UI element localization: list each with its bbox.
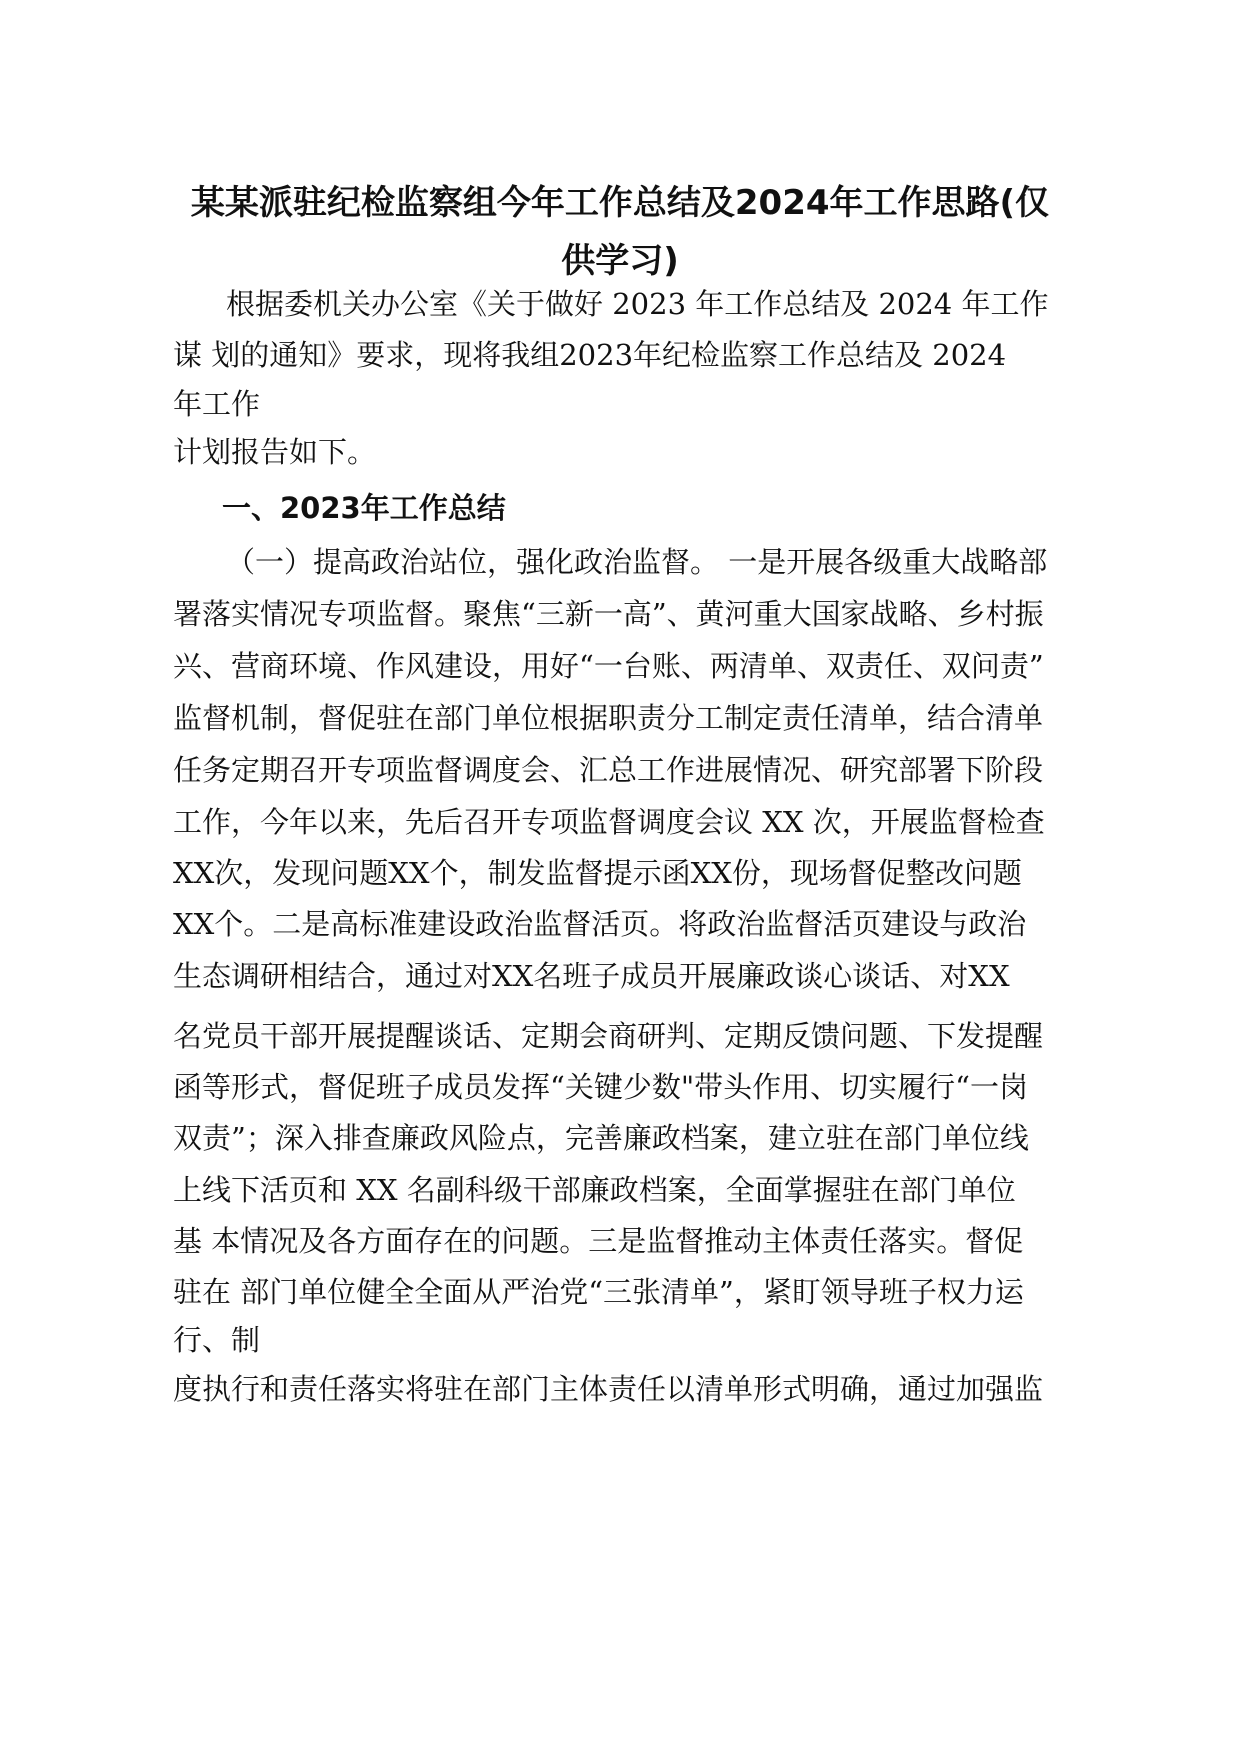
body-line-16: 行、制 bbox=[173, 1323, 261, 1357]
intro-line-2: 谋 划的通知》要求，现将我组2023年纪检监察工作总结及 2024 bbox=[173, 338, 1007, 372]
body-line-6: 工作，今年以来，先后召开专项监督调度会议 XX 次，开展监督检查 bbox=[173, 805, 1045, 839]
body-line-17: 度执行和责任落实将驻在部门主体责任以清单形式明确，通过加强监 bbox=[173, 1372, 1044, 1406]
section-heading: 一、2023年工作总结 bbox=[222, 491, 506, 525]
body-line-2: 署落实情况专项监督。聚焦“三新一高”、黄河重大国家战略、乡村振 bbox=[173, 597, 1044, 631]
body-line-4: 监督机制，督促驻在部门单位根据职责分工制定责任清单，结合清单 bbox=[173, 701, 1044, 735]
body-line-12: 双责”；深入排查廉政风险点，完善廉政档案，建立驻在部门单位线 bbox=[173, 1121, 1029, 1155]
intro-line-3: 年工作 bbox=[173, 387, 261, 421]
body-line-15: 驻在 部门单位健全全面从严治党“三张清单”，紧盯领导班子权力运 bbox=[173, 1275, 1024, 1309]
document-title-line-1: 某某派驻纪检监察组今年工作总结及2024年工作思路(仅 bbox=[190, 183, 1050, 223]
body-line-13: 上线下活页和 XX 名副科级干部廉政档案，全面掌握驻在部门单位 bbox=[173, 1173, 1016, 1207]
body-line-1: （一）提高政治站位，强化政治监督。 一是开展各级重大战略部 bbox=[226, 545, 1048, 579]
body-line-14: 基 本情况及各方面存在的问题。三是监督推动主体责任落实。督促 bbox=[173, 1224, 1024, 1258]
body-line-10: 名党员干部开展提醒谈话、定期会商研判、定期反馈问题、下发提醒 bbox=[173, 1019, 1044, 1053]
body-line-9: 生态调研相结合，通过对XX名班子成员开展廉政谈心谈话、对XX bbox=[173, 959, 1010, 993]
body-line-5: 任务定期召开专项监督调度会、汇总工作进展情况、研究部署下阶段 bbox=[173, 753, 1044, 787]
body-line-7: XX次，发现问题XX个，制发监督提示函XX份，现场督促整改问题 bbox=[173, 856, 1022, 890]
document-title-line-2: 供学习) bbox=[561, 241, 679, 281]
body-line-11: 函等形式，督促班子成员发挥“关键少数"带头作用、切实履行“一岗 bbox=[173, 1070, 1028, 1104]
intro-line-1: 根据委机关办公室《关于做好 2023 年工作总结及 2024 年工作 bbox=[226, 287, 1049, 321]
body-line-3: 兴、营商环境、作风建设，用好“一台账、两清单、双责任、双问责” bbox=[173, 649, 1044, 683]
body-line-8: XX个。二是高标准建设政治监督活页。将政治监督活页建设与政治 bbox=[173, 907, 1027, 941]
intro-line-4: 计划报告如下。 bbox=[173, 435, 377, 469]
